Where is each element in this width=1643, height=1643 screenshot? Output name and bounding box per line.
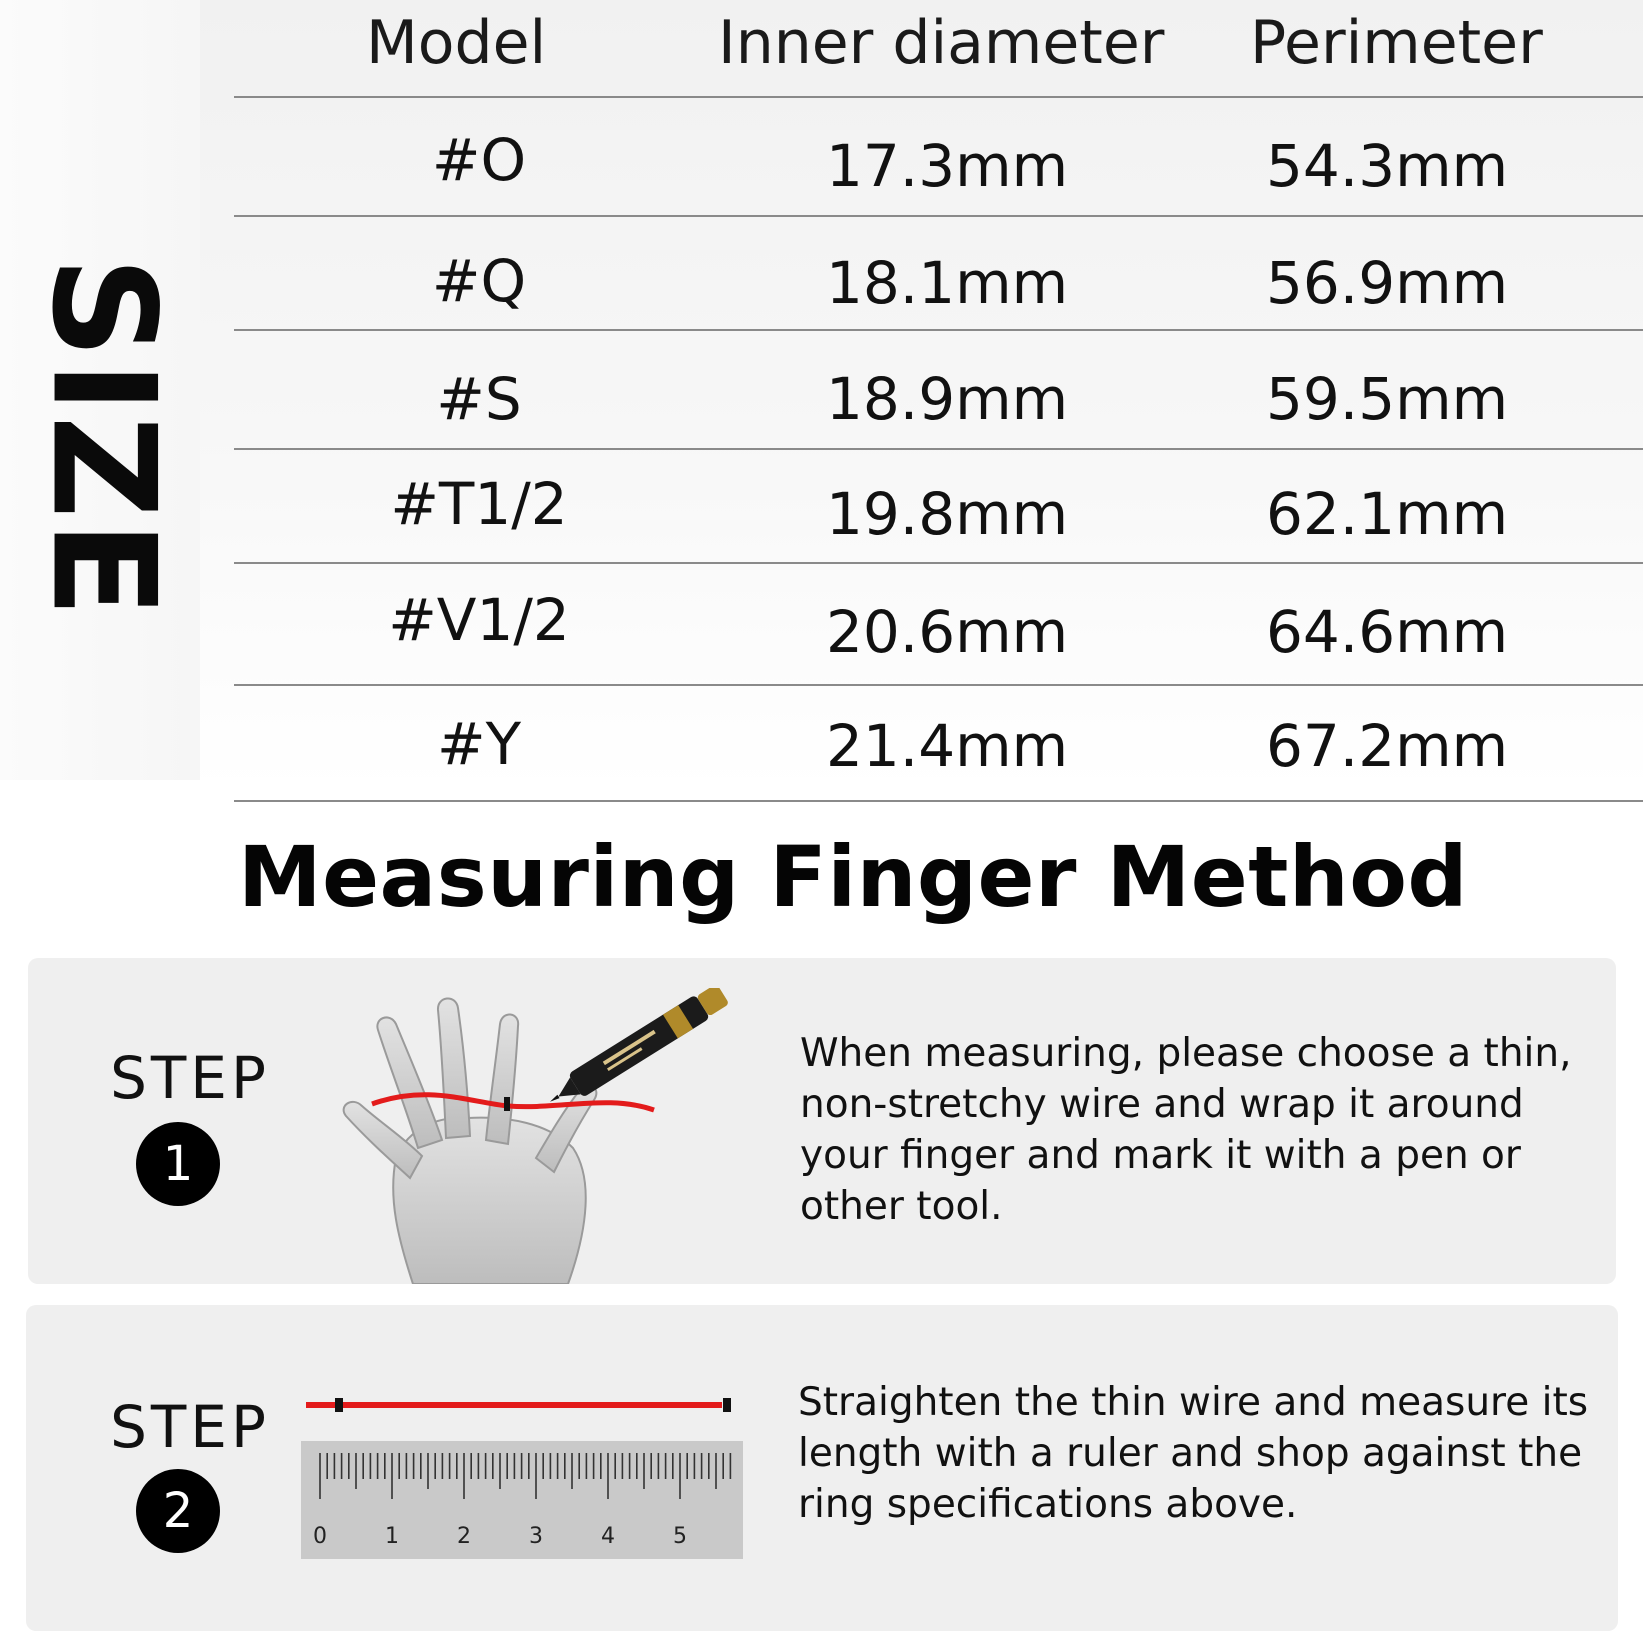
hand-with-wire-and-marker-icon: [318, 988, 788, 1284]
cell-model: #S: [436, 365, 522, 433]
table-row: [234, 686, 1643, 802]
cell-inner-diameter: 17.3mm: [826, 132, 1069, 200]
table-row: [234, 331, 1643, 450]
cell-inner-diameter: 18.1mm: [826, 249, 1069, 317]
ruler-number: 5: [673, 1524, 687, 1549]
cell-model: #V1/2: [388, 586, 570, 654]
step-label: STEP: [110, 1044, 270, 1112]
step-number-badge: [136, 1469, 220, 1553]
step-number: 1: [162, 1136, 194, 1192]
side-title-text: SIZE: [21, 256, 187, 620]
table-header: [234, 0, 1643, 98]
table-row: [234, 564, 1643, 686]
step-1-description: When measuring, please choose a thin, non-stretchy wire and wrap it around your finger and mark it with a pen or other tool.: [800, 1031, 1572, 1229]
header-perimeter: Perimeter: [1250, 8, 1543, 78]
step-number: 2: [162, 1483, 194, 1539]
step-label: STEP: [110, 1393, 270, 1461]
cell-model: #O: [431, 126, 527, 194]
step-card-2: [26, 1305, 1618, 1631]
step-number-badge: [136, 1122, 220, 1206]
ruler-number: 1: [385, 1524, 399, 1549]
cell-model: #Y: [436, 710, 522, 778]
ruler-number: 3: [529, 1524, 543, 1549]
step-card-1: [28, 958, 1616, 1284]
size-table: [234, 0, 1643, 802]
ruler-number: 2: [457, 1524, 471, 1549]
side-title: [21, 256, 187, 620]
cell-perimeter: 64.6mm: [1266, 598, 1509, 666]
cell-model: #Q: [431, 247, 527, 315]
step-2-description: Straighten the thin wire and measure its length with a ruler and shop against the ring specifications above.: [798, 1380, 1589, 1527]
wire-and-ruler-icon: [296, 1385, 776, 1585]
method-title: Measuring Finger Method: [238, 828, 1469, 926]
header-inner-diameter: Inner diameter: [718, 8, 1165, 78]
cell-inner-diameter: 20.6mm: [826, 598, 1069, 666]
cell-perimeter: 62.1mm: [1266, 480, 1509, 548]
cell-inner-diameter: 18.9mm: [826, 365, 1069, 433]
ruler-number: 4: [601, 1524, 615, 1549]
header-model: Model: [366, 8, 547, 78]
cell-perimeter: 67.2mm: [1266, 712, 1509, 780]
cell-perimeter: 56.9mm: [1266, 249, 1509, 317]
table-row: [234, 98, 1643, 217]
cell-perimeter: 59.5mm: [1266, 365, 1509, 433]
cell-perimeter: 54.3mm: [1266, 132, 1509, 200]
cell-inner-diameter: 21.4mm: [826, 712, 1069, 780]
cell-model: #T1/2: [390, 470, 568, 538]
cell-inner-diameter: 19.8mm: [826, 480, 1069, 548]
table-row: [234, 450, 1643, 564]
ruler-number: 0: [313, 1524, 327, 1549]
table-row: [234, 217, 1643, 331]
